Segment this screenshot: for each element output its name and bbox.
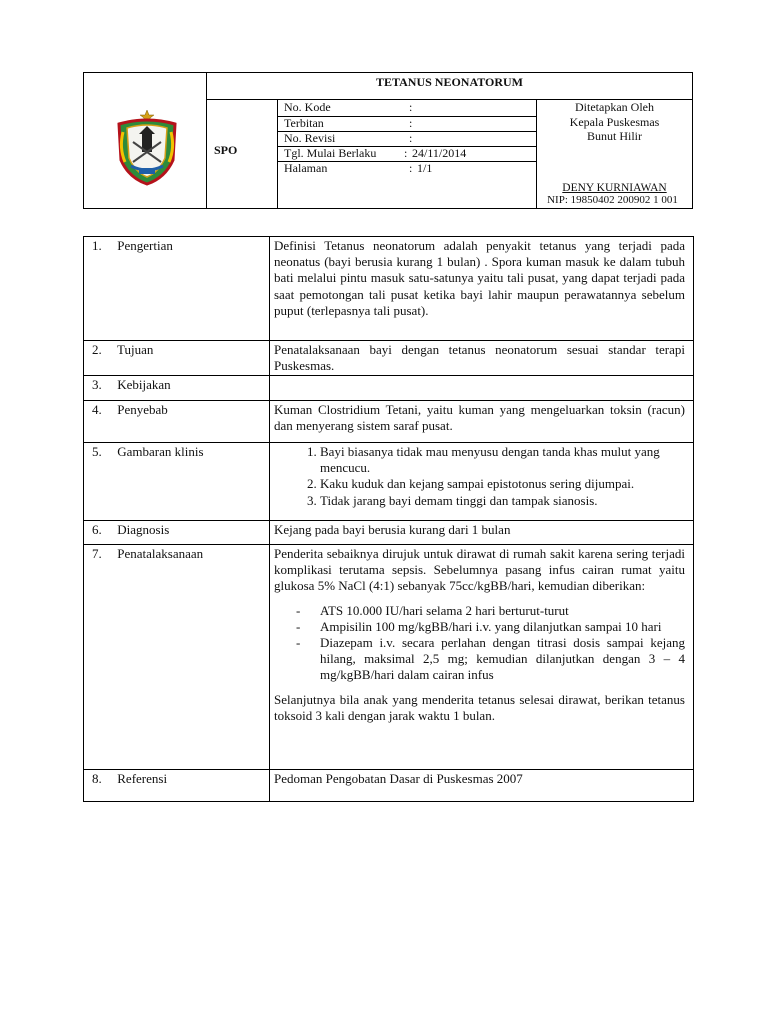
table-row [84, 375, 693, 400]
row-label: 1. Pengertian [84, 237, 270, 340]
treatment-list [274, 603, 685, 684]
list-item: - Diazepam i.v. secara perlahan dengan titrasi dosis sampai kejang hilang, maksimal 2,5 mg; kemudian dilanjutkan dengan 3 – 4 mg/kgBB/hari dalam cairan infus [320, 635, 685, 684]
row-label: 4. Penyebab [84, 401, 270, 442]
row-content: Penderita sebaiknya dirujuk untuk dirawat di rumah sakit karena sering terjadi komplikasi terutama sepsis. Sebelumnya pasang infus cairan rumat yaitu glukosa 5% NaCl (4:1) sebanyak 75cc/kgBB/hari, kemudian diberikan: - ATS 10.000 IU/hari selama 2 hari berturut-turut - Ampisilin 100 mg/kgBB/hari i.v. yang dilanjutkan sampai 10 hari - Diazepam i.v. secara perlahan dengan titrasi dosis sampai kejang hilang, maksimal 2,5 mg; kemudian dilanjutkan dengan 3 – 4 mg/kgBB/hari dalam cairan infus Selanjutnya bila anak yang menderita tetanus selesai dirawat, berikan tetanus toksoid 3 kali dengan jarak waktu 1 bulan. [270, 545, 693, 728]
field-sep: : [404, 146, 408, 160]
procedure-table [83, 236, 694, 802]
row-content [270, 376, 693, 381]
row-content: Pedoman Pengobatan Dasar di Puskesmas 2007 [274, 771, 523, 786]
table-row [84, 237, 693, 340]
approver-nip: NIP: 19850402 200902 1 001 [547, 194, 678, 206]
field-label-no-kode: No. Kode [284, 100, 331, 114]
list-item: - Ampisilin 100 mg/kgBB/hari i.v. yang dilanjutkan sampai 10 hari [320, 619, 685, 635]
row-label: 7. Penatalaksanaan [84, 545, 270, 769]
row-content: Penatalaksanaan bayi dengan tetanus neonatorum sesuai standar terapi Puskesmas. [274, 342, 685, 374]
header-divider-logo [206, 72, 207, 209]
row-label: 3. Kebijakan [84, 376, 270, 400]
row-content: Definisi Tetanus neonatorum adalah penyakit tetanus yang terjadi pada neonatus (bayi berusia kurang 1 bulan) . Spora kuman masuk ke dalam tubuh bati melalui pintu masuk satu-satunya yaitu tali pusat, yang dapat terjadi pada saat pemotongan tali pusat ketika bayi lahir maupun perawatannya sebelum puput (terlepasnya tali pusat). [274, 238, 685, 318]
field-value-tgl-mulai: 24/11/2014 [412, 146, 467, 160]
list-item: 2. Kaku kuduk dan kejang sampai epistotonus sering dijumpai. [320, 476, 685, 492]
field-label-halaman: Halaman [284, 161, 328, 175]
row-content: Kejang pada bayi berusia kurang dari 1 bulan [274, 522, 511, 537]
field-sep: : [409, 116, 413, 130]
row-label: 5. Gambaran klinis [84, 443, 270, 520]
field-sep: : [409, 161, 413, 175]
field-label-terbitan: Terbitan [284, 116, 324, 130]
regency-emblem-icon [113, 104, 181, 188]
table-row [84, 442, 693, 520]
approval-line-3: Bunut Hilir [586, 129, 642, 143]
table-row [84, 520, 693, 544]
spo-label: SPO [214, 143, 238, 157]
list-item: 3. Tidak jarang bayi demam tinggi dan tampak sianosis. [320, 493, 685, 509]
field-value-halaman: 1/1 [417, 161, 433, 175]
field-label-tgl-mulai: Tgl. Mulai Berlaku [284, 146, 377, 160]
document-title: TETANUS NEONATORUM [375, 75, 524, 89]
table-row [84, 769, 693, 801]
row-label: 2. Tujuan [84, 341, 270, 375]
approval-line-2: Kepala Puskesmas [569, 115, 660, 129]
table-row [84, 544, 693, 769]
field-sep: : [409, 131, 413, 145]
row-content [270, 443, 693, 513]
row-label: 8. Referensi [84, 770, 270, 801]
list-item: 1. Bayi biasanya tidak mau menyusu dengan tanda khas mulut yang mencucu. [320, 444, 685, 476]
approver-name: DENY KURNIAWAN [562, 182, 667, 194]
row-content: Kuman Clostridium Tetani, yaitu kuman yang mengeluarkan toksin (racun) dan menyerang sistem saraf pusat. [274, 402, 685, 434]
approval-line-1: Ditetapkan Oleh [575, 100, 654, 114]
clinical-sign-list [274, 444, 685, 509]
list-item: - ATS 10.000 IU/hari selama 2 hari berturut-turut [320, 603, 685, 619]
row-label: 6. Diagnosis [84, 521, 270, 544]
table-row [84, 400, 693, 442]
field-label-no-revisi: No. Revisi [284, 131, 336, 145]
table-row [84, 340, 693, 375]
field-sep: : [409, 100, 413, 114]
